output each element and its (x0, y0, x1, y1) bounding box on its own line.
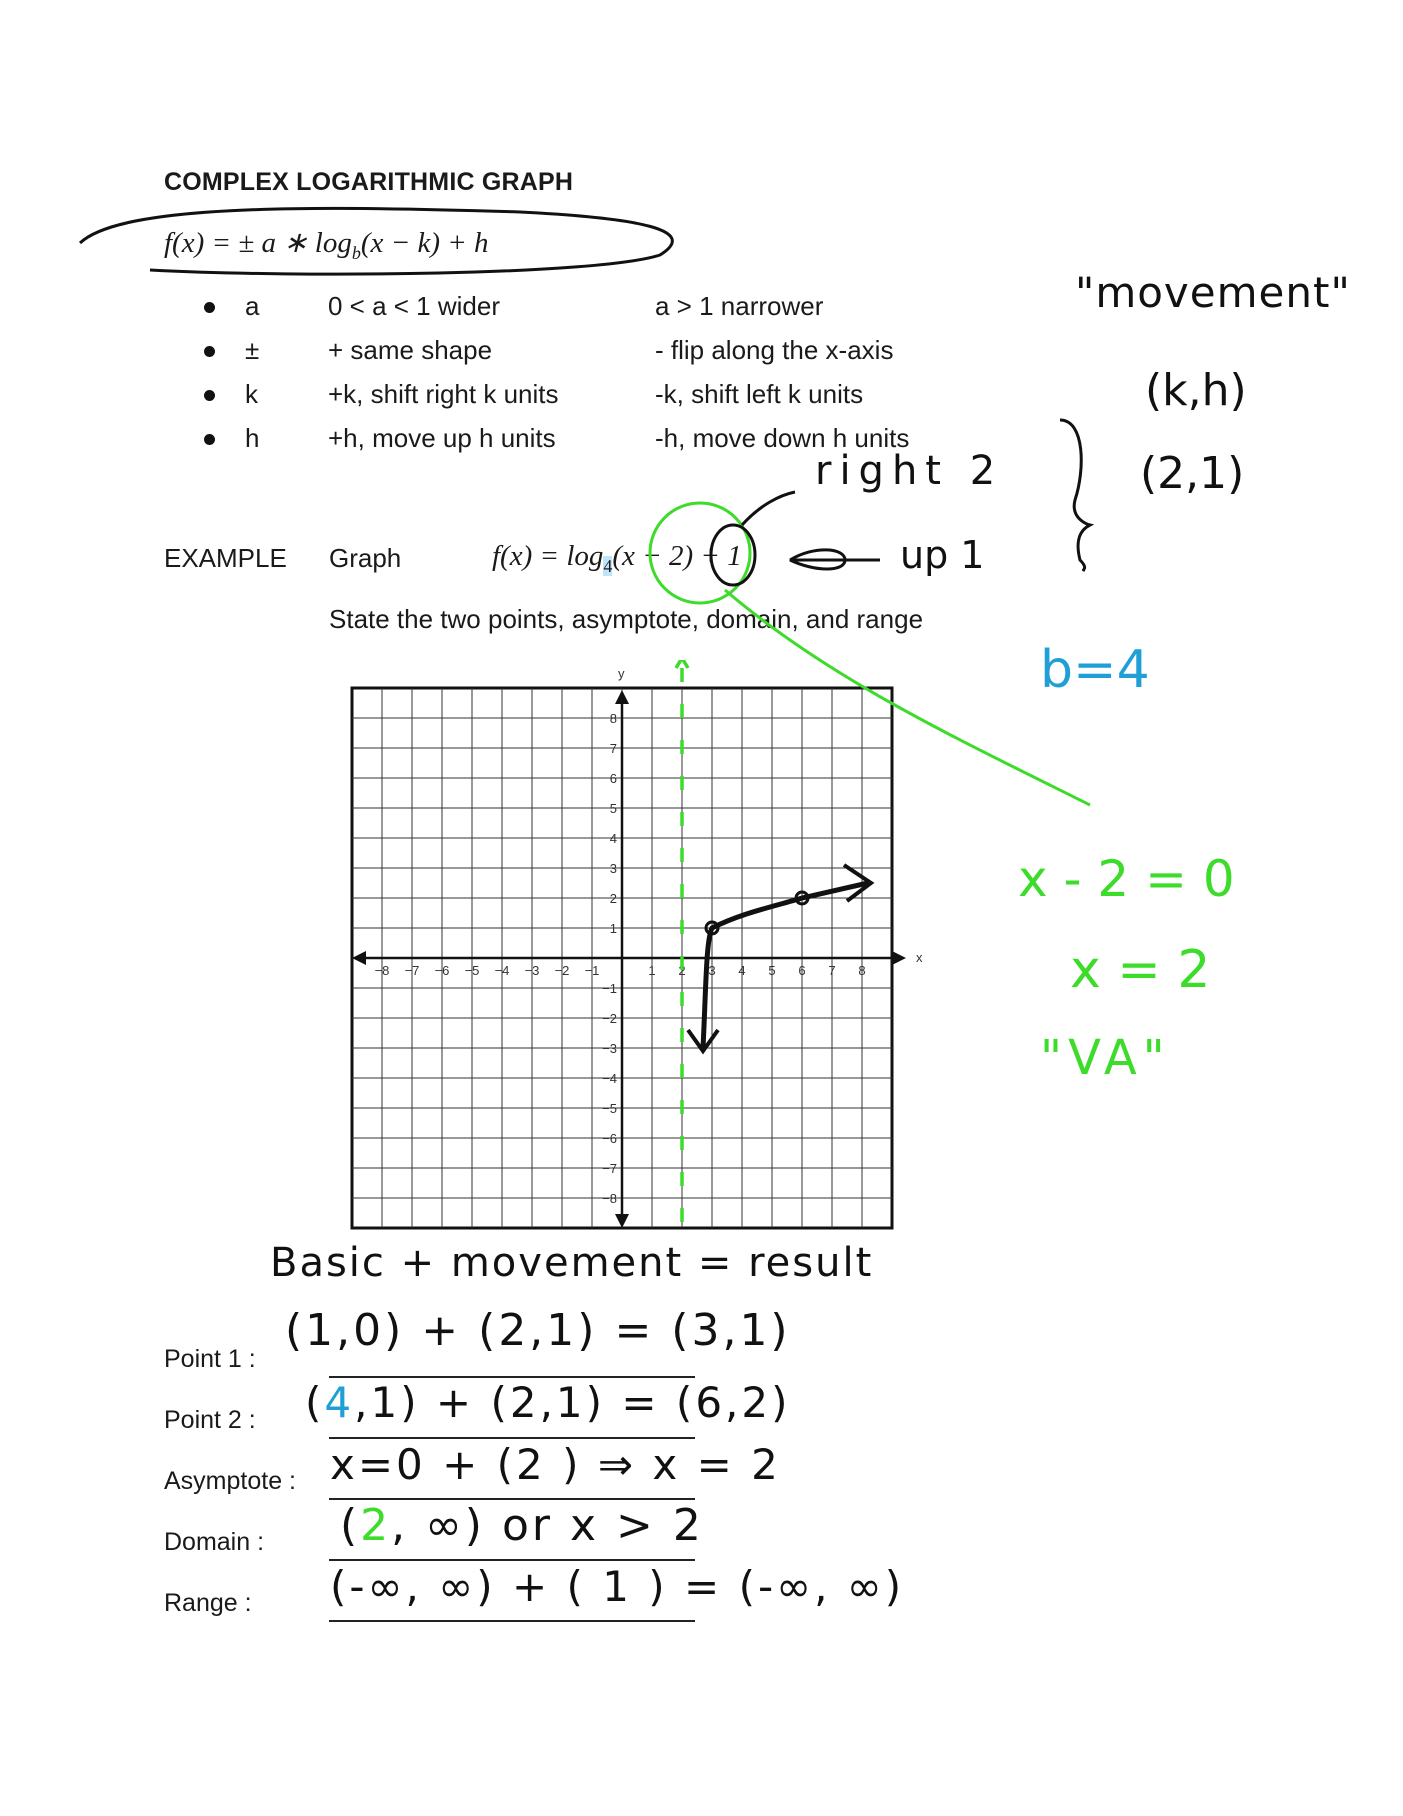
x-tick-label: −7 (404, 963, 420, 978)
y-tick-label: 8 (609, 711, 617, 726)
point1-label: Point 1 : (164, 1345, 256, 1373)
hand-asymptote: x=0 + (2 ) ⇒ x = 2 (330, 1440, 781, 1489)
x-tick-label: −2 (554, 963, 570, 978)
y-tick-label: −3 (602, 1041, 617, 1056)
y-tick-label: −4 (602, 1071, 617, 1086)
hand-b-equals: b=4 (1040, 640, 1150, 700)
hand-right-2: right 2 (815, 448, 1004, 494)
rule-symbol: h (245, 423, 260, 453)
range-label: Range : (164, 1589, 252, 1617)
hand-movement-title: "movement" (1075, 268, 1351, 317)
hand-point2-rest: ,1) + (2,1) = (6,2) (354, 1378, 791, 1427)
rule-effect-2: - flip along the x-axis (655, 335, 894, 365)
hand-up-1: up 1 (900, 533, 985, 577)
y-tick-label: 3 (609, 861, 617, 876)
x-axis-label: x (916, 950, 923, 965)
example-formula-base: 4 (603, 555, 613, 576)
x-tick-label: −1 (584, 963, 600, 978)
rule-effect-1: + same shape (328, 335, 493, 365)
example-instruction: State the two points, asymptote, domain, and range (329, 604, 924, 634)
y-tick-label: −6 (602, 1131, 617, 1146)
hand-domain-pre: ( (340, 1500, 361, 1551)
x-tick-label: −3 (524, 963, 540, 978)
black-circle-2-ink (711, 525, 755, 585)
y-tick-label: −7 (602, 1161, 617, 1176)
hand-domain-green: 2 (360, 1500, 392, 1551)
x-tick-label: 1 (648, 963, 656, 978)
brace-ink (1060, 420, 1090, 570)
rule-effect-1: +k, shift right k units (328, 379, 559, 409)
general-formula-base: b (351, 242, 361, 263)
hand-eq2: x = 2 (1070, 940, 1211, 1000)
y-tick-label: −8 (602, 1191, 617, 1206)
x-tick-label: −6 (434, 963, 450, 978)
domain-label: Domain : (164, 1528, 265, 1556)
y-tick-label: 1 (609, 921, 617, 936)
rule-symbol: ± (245, 335, 260, 365)
hand-point2 (305, 1378, 791, 1427)
rule-effect-2: -h, move down h units (655, 423, 910, 453)
x-tick-label: 5 (768, 963, 776, 978)
up1-pointer-ink (790, 550, 880, 569)
hand-range: (-∞, ∞) + ( 1 ) = (-∞, ∞) (330, 1562, 905, 1611)
rule-symbol: a (245, 291, 260, 321)
x-tick-label: −4 (494, 963, 510, 978)
example-verb: Graph (329, 543, 402, 573)
x-tick-label: 8 (858, 963, 866, 978)
hand-point1: (1,0) + (2,1) = (3,1) (285, 1305, 791, 1356)
x-tick-label: 2 (678, 963, 686, 978)
hand-movement-kh: (k,h) (1145, 365, 1247, 416)
right2-pointer-ink (742, 492, 795, 525)
hand-va: "VA" (1040, 1030, 1171, 1086)
x-tick-label: 4 (738, 963, 746, 978)
example-label: EXAMPLE (164, 543, 287, 573)
y-tick-label: −1 (602, 981, 617, 996)
rule-effect-1: 0 < a < 1 wider (328, 291, 500, 321)
example-formula-pre: f(x) = log (492, 540, 604, 572)
y-tick-label: 4 (609, 831, 617, 846)
y-tick-label: −2 (602, 1011, 617, 1026)
green-circle-ink (650, 503, 750, 603)
rule-effect-2: a > 1 narrower (655, 291, 824, 321)
y-tick-label: 2 (609, 891, 617, 906)
x-tick-label: −5 (464, 963, 480, 978)
hand-domain (340, 1500, 704, 1551)
y-tick-label: 6 (609, 771, 617, 786)
hand-point2-pre: ( (305, 1378, 325, 1427)
point2-label: Point 2 : (164, 1406, 256, 1434)
rule-effect-2: -k, shift left k units (655, 379, 864, 409)
general-formula-pre: f(x) = ± a ∗ log (164, 227, 352, 259)
example-formula-post: (x − 2) + 1 (612, 540, 742, 572)
general-formula-post: (x − k) + h (360, 227, 489, 259)
hand-eq1: x - 2 = 0 (1018, 850, 1235, 908)
x-tick-label: 7 (828, 963, 836, 978)
hand-basic-movement: Basic + movement = result (270, 1240, 874, 1286)
y-tick-label: −5 (602, 1101, 617, 1116)
x-tick-label: 6 (798, 963, 806, 978)
hand-movement-values: (2,1) (1140, 448, 1245, 499)
rule-symbol: k (245, 379, 258, 409)
hand-domain-rest: , ∞) or x > 2 (391, 1500, 704, 1551)
asymptote-label: Asymptote : (164, 1467, 296, 1495)
green-connector-ink (725, 590, 1090, 805)
hand-point2-blue: 4 (324, 1378, 355, 1427)
y-tick-label: 5 (609, 801, 617, 816)
x-tick-label: 3 (708, 963, 716, 978)
formula-loop-ink (80, 208, 672, 274)
y-axis-label: y (618, 666, 625, 681)
page-title: COMPLEX LOGARITHMIC GRAPH (164, 168, 574, 196)
x-tick-label: −8 (374, 963, 390, 978)
y-tick-label: 7 (609, 741, 617, 756)
rule-effect-1: +h, move up h units (328, 423, 556, 453)
